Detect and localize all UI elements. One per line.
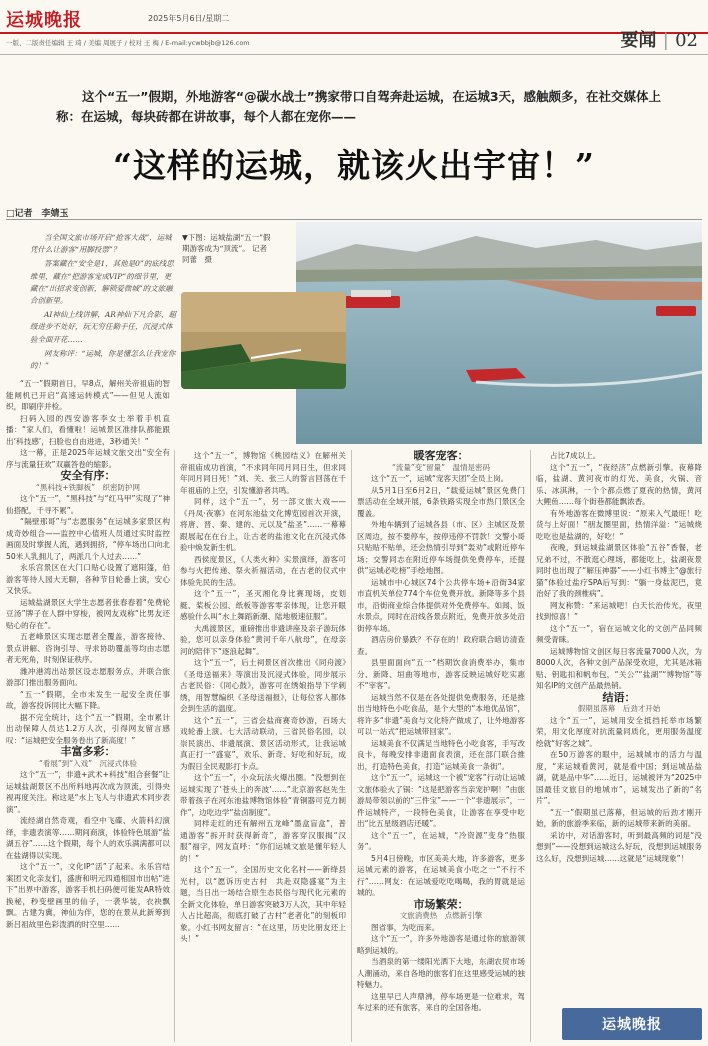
paragraph: 外地车辆到了运城各县（市、区）主城区及景区周边，按不要停车，按停违停不罚款！交警小哥只贴贴不贴单，还会热情引导到“轰劝”或附近停车场；交警同志在附近停车场提供免费停车，还提供“运城必吃榜”手绘地图。: [357, 520, 525, 575]
paragraph: 运城博物馆文创区每日客流量7000人次，为8000人次，各种文创产品深受欢迎，尤其是冰箱贴、钥匙扣和帆布包，“关公”“盐湖”“博物馆”等知名IP的文创产品最热销。: [536, 646, 702, 690]
paragraph: 运城美食不仅满足当地特色小吃食客，手写改良卡，每晚安排非遗面食表演，还在部门联合推出，打造特色美食，打造“运城美食一条街”。: [357, 738, 525, 771]
paragraph: 西侯度景区，《人类火种》实景演绎，游客可参与火把传递、祭火祈福活动，在古老的仪式中体验先民的生活。: [180, 554, 346, 587]
issue-date: 2025年5月6日/星期二: [148, 14, 230, 23]
subheading-tagline: 假期虽落幕 后劲才开始: [577, 704, 661, 713]
subheading-tagline: “黑科技+铁脚板” 织密防护网: [35, 482, 141, 492]
masthead-rule: [0, 32, 708, 34]
paragraph: 同样，这个“五一”，另一部文旅大戏——《丹凤·夜寨》在河东池盐文化博览园首次开演，将唐、晋、秦、建的、元以及“盐圣”……一幕幕跟展起在在台上，让古老的盐池文化在沉浸式体验中焕发新生机。: [180, 497, 346, 552]
masthead-logo: 运城晚报: [6, 10, 82, 31]
paragraph: 采访中，对话游客时，听到最高频的词是“没想到”——没想到运城这么好玩，没想到运城服务这么好，没想到运城……这就是“运城现象”！: [536, 830, 702, 863]
section-label: 要闻 | 02: [620, 30, 698, 51]
paragraph: 在50万游客的眼中，运城城市的活力与温度，“来运城看黄河，就是看中国；到运城品盐湖，就是品中华”……近日，运城被评为“2025中国最佳文旅目的地城市”，运城发出了新的“名片”。: [536, 750, 702, 805]
paragraph: 大禹渡景区，重磅推出非遗讲座及亲子游玩体验，您可以亲身体验“黄河千年八航母”，在母亲河的陪伴下“逐浪起舞”。: [180, 623, 346, 656]
subheading-tagline: “流量”变“留量” 温情是密码: [391, 462, 491, 472]
intro-paragraph: 网友称评：“运城，你是懂怎么让我宠你的！”: [30, 348, 176, 371]
paragraph: 这个“五一”，三省会盐商赛奇妙游，百场大戏轮番上演。七大活动联动，三省民俗名园，以崇民演出、非遗展演、景区活动形式，让我运城真正打一“盛宴”，欢乐、新奇、好吃和好玩，成为假日全民观影打卡点。: [180, 715, 346, 771]
paragraph: 运城当然不仅是在各处提供免费服务，还是推出当地特色小吃食品，是个大型的“本地优品馆”，将许多“非遗”美食与文化特产做成了，让外地游客可以一站式“把运城带回家”。: [357, 692, 525, 736]
paragraph: 占比7成以上。: [550, 451, 601, 460]
paragraph: 夜晚，到运城盐湖景区体验“五谷”香餐，老兄弟不过，不散逛心理场，都能吃上，盐湖夜景同时也出现了“解压神器”——小红书博主“@旅行猫”体验过盐疗SPA后写到：“躺一身盐泥巴，竟治好了我的颈椎病”。: [536, 543, 702, 598]
paragraph: 这个“五一”，“黑科技”与“红马甲”实现了“神仙搭配，千寻不累”。: [6, 494, 170, 515]
paragraph: 这个“五一”，博物馆《桃园结义》在解州关帝祖庙成功首演，“不求同年同月同日生，但求同年同月同日死！”刘、关、张三人的誓言回荡在千年祖庙的上空，引发懂游者共鸣。: [180, 451, 346, 495]
paragraph: 据不完全统计，这个“五一”假期，全市累计出动保障人员达1.2万人次，引得网友留言感叹：“运城把安全服务卷出了新高度！”: [6, 712, 170, 745]
paragraph: “五一”假期虽已落幕，但运城的后劲才刚开始，新的旅游季来临，新的运城带来新的美丽。: [536, 807, 702, 828]
paragraph: 网友称赞：“来运城吧！白天长治传光，夜里找到惊喜！”: [536, 600, 702, 621]
column-divider: [530, 450, 531, 1042]
paragraph: 这一幕，正是2025年运城文旅交出“安全有序与流量狂欢”双赢答卷的缩影。: [6, 448, 170, 469]
subheading: 市场繁荣：: [413, 897, 469, 911]
photo-caption: ▼下图：运城盐湖“五一”假期游客成为“顶流”。 记者 同蕾 摄: [182, 233, 275, 264]
byline-rule: [6, 219, 702, 220]
intro-paragraph: 答案藏在“安全是1，其他是0”的底线思维里，藏在“把游客宠成VIP”的细节里，更藏在“出招求变创新，解锁爱微城”的文旅融合创新里。: [30, 259, 174, 306]
headline: “这样的运城，就该火出宇宙！”: [113, 146, 595, 185]
paragraph: 这个“五一”，后土祠景区首次推出《同舟渡》《圣母送福来》等演出及沉浸式体验，同步展示古老民俗：《同心鼓》，游客可在绣娘指导下学刺绣，用智慧编织《圣母送福报》，让每位客人都体会到生活的温度。: [180, 658, 346, 713]
paragraph: 这个“五一”，非遗+武术+科技“组合套餐”让运城盐湖景区不出所料地再次成为顶流，引得央视再度关注。称这是“水上飞人与非遗武术同步表演”。: [6, 770, 170, 814]
paragraph: 酒店房价暴跌？不存在的！政府联合暗访清查查。: [357, 635, 525, 656]
paragraph: 这个“五一”，“夜经济”点燃新引擎。夜幕降临，盐湖、黄河夜市的灯光、美食，火锅、音乐、冰淇淋，一个个都点燃了夏夜的热情，黄河大鲤鱼……每个街巷都能飘浓香。: [536, 462, 702, 506]
paragraph: 这里早已人声鼎沸，停车场更是一位难求，驾车过来的还有旅客，来自的全国各地。: [357, 991, 525, 1012]
paragraph: 这个“五一”，在运城，“冷资源”变身“热服务”。: [357, 830, 525, 851]
paragraph: 从5月1日至6月2日，“载爱运城”景区免费门票活动在全域开展，6条铁路实现全市热门景区全覆盖。: [357, 485, 525, 518]
column-3: [357, 450, 525, 1042]
header-divider: [0, 54, 708, 55]
paragraph: 运城盐湖景区大学生志愿者张春春着“免费轮豆汤”牌子在人群中穿梭，被网友戏称“比男友还贴心的存在”。: [6, 597, 170, 630]
paragraph: 这个“五一”，许多外地游客是通过你的旅游领略到运城的。: [357, 934, 525, 955]
paragraph: 同样走红的还有解州五龙峰“墨盒盲盒”，普通游客“拆开时获得新奇”，游客穿汉服揭“汉服”福字，网友直呼：“你们运城文旅是懂年轻人的！”: [180, 819, 346, 863]
paragraph: 这个“五一”，小众玩法火爆出圈。“没想到在运城实现了‘苍头上的奔波’……”北京游客赵先生带着孩子在河东池盐博物馆体验“青铜器可克力制作”，边吃边学“盐卤制度”。: [180, 773, 346, 817]
inset-photo: [181, 292, 346, 389]
watermark-logo: 运城晚报: [562, 1008, 702, 1040]
intro-text: [30, 232, 178, 374]
section-name: 要闻: [620, 30, 657, 51]
subheading: 丰富多彩：: [60, 745, 116, 758]
column-2: [180, 450, 346, 1042]
subheading-tagline: 文旅消费热 点燃新引擎: [399, 911, 483, 920]
intro-paragraph: 当全国文旅市场开启“抢客大战”，运城凭什么让游客“用脚投票”？: [30, 233, 172, 255]
column-divider: [351, 450, 352, 1042]
subheading-tagline: “看展”到“入戏” 沉浸式体验: [38, 758, 138, 768]
paragraph: 这个“五一”，运城“宠客天团”全员上岗。: [371, 474, 509, 483]
paragraph: 5月4日傍晚，市区美美大地，许多游客，更多运城元素的游客，在运城美食小吃之一“不行不行”……网友：在运城爱吃吃喝喝，我的胃就是运城的。: [357, 853, 525, 897]
subheading: 暖客宠客：: [413, 450, 469, 462]
paragraph: 这个“五一”，宿在运城文化的文创产品同频频受青睐。: [536, 623, 702, 644]
column-1: [6, 378, 170, 1042]
paragraph: 这个“五一”，运城这一个被“宠客”行动让运城文旅体验火了锅：“这是把游客当亲宠护啊！”由旅游局带领以前的“三件宝”——一个“非遗展示”，一件运城特产，一段特色美食，让游客在享受中吃出“比五星级酒店还暖”。: [357, 773, 525, 828]
subheading: 安全有序：: [60, 469, 116, 482]
column-4: [536, 450, 702, 1002]
byline: □记者 李婧玉: [6, 209, 69, 219]
column-divider: [174, 450, 175, 1042]
paragraph: “五一”假期首日，早8点，解州关帝祖庙的智能闸机已开启“高速运转模式”——但见人流如织，即刷序并检。: [6, 379, 170, 411]
paragraph: 这个“五一”，圣灭湘化身比赛现场，皮划艇、桨板公园、纸板等游客零亲体现，让您开眼感验什么叫“水上舞蹈新潮、陆地极速征服”。: [180, 589, 346, 621]
paragraph: 这个“五一”，运城用安全抵挡托举市场繁荣，用文化厚度对抗流量同质化，更用服务温度绘就“好客之城”。: [536, 715, 702, 748]
paragraph: 图省事，为吃而来。: [371, 922, 440, 932]
paragraph: 永乐宫景区在大门口贴心设置了遮阳篷，伯游客等待人园大无聊，各种节目轮番上演，安心又快乐。: [6, 563, 170, 595]
paragraph: 五老峰景区实现志愿者全覆盖，游客接待、景点讲解、咨询引导、寻求协助覆盖等均由志愿者无死角，时刻保证秩序。: [6, 632, 170, 664]
paragraph: 流经湖自然奇观，看空中飞碟、火箭科幻演绎，非遗表演等……期间商演，体验特色展游“盐湖五谷”……这个假期，每个人的欢乐满满都可以在盐湖得以实现。: [6, 816, 170, 860]
paragraph: 运城市中心城区74个公共停车场+沿街34家市直机关单位774个车位免费开放。新降等多个县市，沿街商业综合体提供对外免费停车。如闻、饭水景点，同时在沿线各景点附近，免费开放多处沿街停车场。: [357, 577, 525, 633]
paragraph: 潍冲港湾出站景区设志愿服务点，并联合旅游部门推出服务面向。: [6, 666, 170, 687]
paragraph: 县里面面向“五一”档期饮食消费举办，集市分、新降、垣曲等地市，游客反映运城好吃实惠不“宰客”。: [357, 658, 525, 690]
paragraph: 扫码入园的西安游客李女士举着手机直播：“家人们，看懂啦！运城景区准排队都能跟出‘科技感’，扫脸也自由进进，3秒通关！”: [6, 413, 170, 446]
paragraph: 这个“五一”，全国历史文化名村——新绛县光村，以“愿诉历史古村 共赴双隐盛宴”为主题，当日出一场结合原生态民俗与现代化元素的全新文化体验，单日游客突破3万人次，其中年轻人占比超高，彻底打破了古村“老者化”的刻板印象。小红书网友留言：“在这里，历史比朋友还上头！”: [180, 865, 346, 943]
paragraph: “五一”假期，全市未发生一起安全责任事故，游客投诉同比大幅下降。: [6, 689, 170, 710]
subheading: 结语：: [602, 690, 636, 704]
paragraph: “隔壁那哥”与“志愿服务”在运城多家景区构成奇妙组合——监控中心值班人员通过实时监控画面及时掌握人流，遇到拥挤，“停车场出口向北50米人乳拥儿了，两派几个人过去……”: [6, 517, 170, 561]
paragraph: 这个“五一”，文化IP“活”了起来。永乐宫结案团文化亲友们，盛唐和明元四通相国市出帖“进下”出界中游客，游客手机扫码便可能发AR特效换秘，秒变壁画里的仙子，一袭华装，衣袂飘飘。古建为冀，神仙为伴，您的在景从此新筹到新吕祖故里色彩泼洒的时空里……: [6, 862, 170, 929]
paragraph: 当酒泉的第一缕阳光洒下大地，东湖农贸市场人潮涌动，来自各地的旅客们在这里感受运城的独特魅力。: [357, 957, 525, 989]
paragraph: 有外地游客在微博里说：“原来入气最旺！吃货与上好面！”朋友圈里面，热情洋溢：“运城烧吃吃也是盐湖的，好吃！”: [536, 508, 702, 541]
section-number: 02: [675, 30, 698, 51]
editors-line: 一版、二版责任编辑 王 琦 / 美编 周展子 / 校对 王 梅 / E-mail:ycwbbjb@126.com: [6, 39, 250, 47]
lead-paragraph: 这个“五一”假期，外地游客“@碳水战士”携家带口自驾奔赴运城，在运城3天，感触颇多，在社交媒体上称：在运城，每块砖都在讲故事，每个人都在宠你——: [56, 89, 662, 124]
intro-paragraph: AI神仙上线讲解，AR神仙下凡合影，超级进步不处好，玩无穷任勤手任，沉浸式体验全面开花……: [30, 310, 176, 344]
inset-lake-illustration: [181, 292, 346, 389]
